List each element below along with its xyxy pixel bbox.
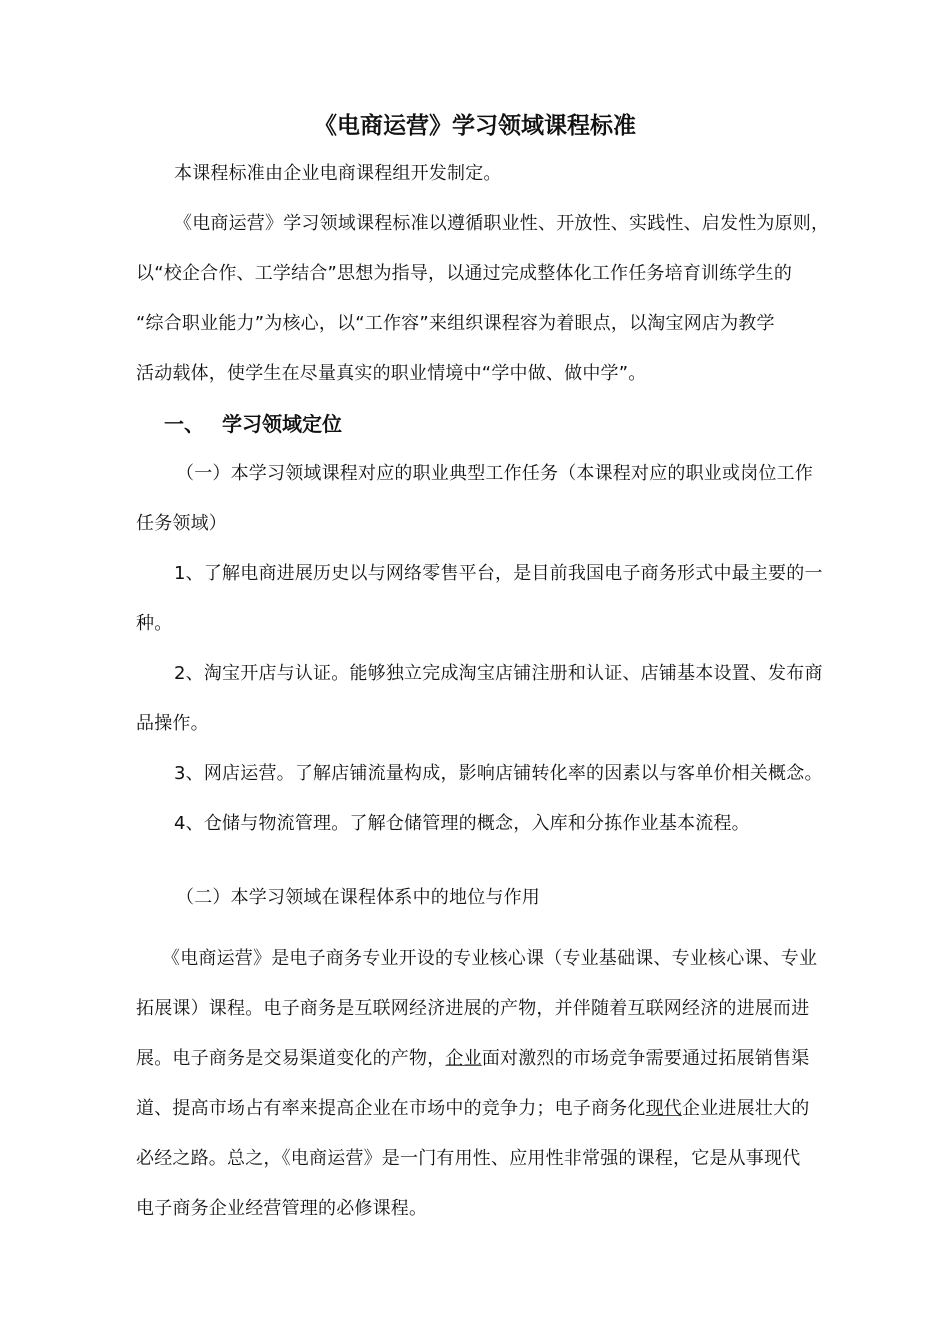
para2-line-3 — [136, 1046, 809, 1072]
para1-line-2: 以“校企合作、工学结合”思想为指导，以通过完成整体化工作任务培育训练学生的 — [136, 263, 793, 284]
item2-line-1: 2、淘宝开店与认证。能够独立完成淘宝店铺注册和认证、店铺基本设置、发布商 — [174, 663, 823, 684]
para1-line-4: 活动载体，使学生在尽量真实的职业情境中“学中做、做中学”。 — [136, 363, 647, 384]
para2-line-4-text-a: 道、提高市场占有率来提高企业在市场中的竞争力；电子商务化 — [136, 1098, 646, 1119]
para1-line-3: “综合职业能力”为核心，以“工作容”来组织课程容为着眼点，以淘宝网店为教学 — [136, 313, 775, 334]
enterprise-link[interactable]: 企业 — [445, 1048, 482, 1069]
item2-line-2: 品操作。 — [136, 713, 209, 734]
section1-number: 一、 — [164, 412, 204, 436]
para2-line-5: 必经之路。总之，《电商运营》是一门有用性、应用性非常强的课程，它是从事现代 — [136, 1148, 801, 1169]
item1-line-2: 种。 — [136, 613, 173, 634]
para1-line-1: 《电商运营》学习领域课程标准以遵循职业性、开放性、实践性、启发性为原则， — [174, 213, 830, 234]
section1-heading: 学习领域定位 — [222, 412, 342, 436]
para2-line-6: 电子商务企业经营管理的必修课程。 — [136, 1198, 428, 1219]
item3-line: 3、网店运营。了解店铺流量构成，影响店铺转化率的因素以与客单价相关概念。 — [174, 763, 823, 784]
item1-line-1: 1、了解电商进展历史以与网络零售平台，是目前我国电子商务形式中最主要的一 — [174, 563, 823, 584]
intro-line: 本课程标准由企业电商课程组开发制定。 — [174, 163, 502, 184]
sub2-heading: （二）本学习领域在课程体系中的地位与作用 — [176, 887, 540, 908]
sub1-line-2: 任务领域） — [136, 513, 227, 534]
modern-link[interactable]: 现代 — [645, 1098, 683, 1119]
document-title: 《电商运营》学习领域课程标准 — [314, 113, 636, 139]
sub1-line-1: （一）本学习领域课程对应的职业典型工作任务（本课程对应的职业或岗位工作 — [176, 463, 813, 484]
para2-line-3-text-a: 展。电子商务是交易渠道变化的产物， — [136, 1048, 446, 1069]
para2-line-2: 拓展课）课程。电子商务是互联网经济进展的产物，并伴随着互联网经济的进展而进 — [136, 998, 810, 1019]
para2-line-4-text-b: 企业进展壮大的 — [682, 1098, 810, 1119]
para2-line-1: 《电商运营》是电子商务专业开设的专业核心课（专业基础课、专业核心课、专业 — [162, 948, 818, 969]
item4-line: 4、仓储与物流管理。了解仓储管理的概念，入库和分拣作业基本流程。 — [174, 813, 750, 834]
para2-line-3-text-b: 面对激烈的市场竞争需要通过拓展销售渠 — [481, 1048, 810, 1069]
para2-line-4 — [136, 1096, 809, 1122]
